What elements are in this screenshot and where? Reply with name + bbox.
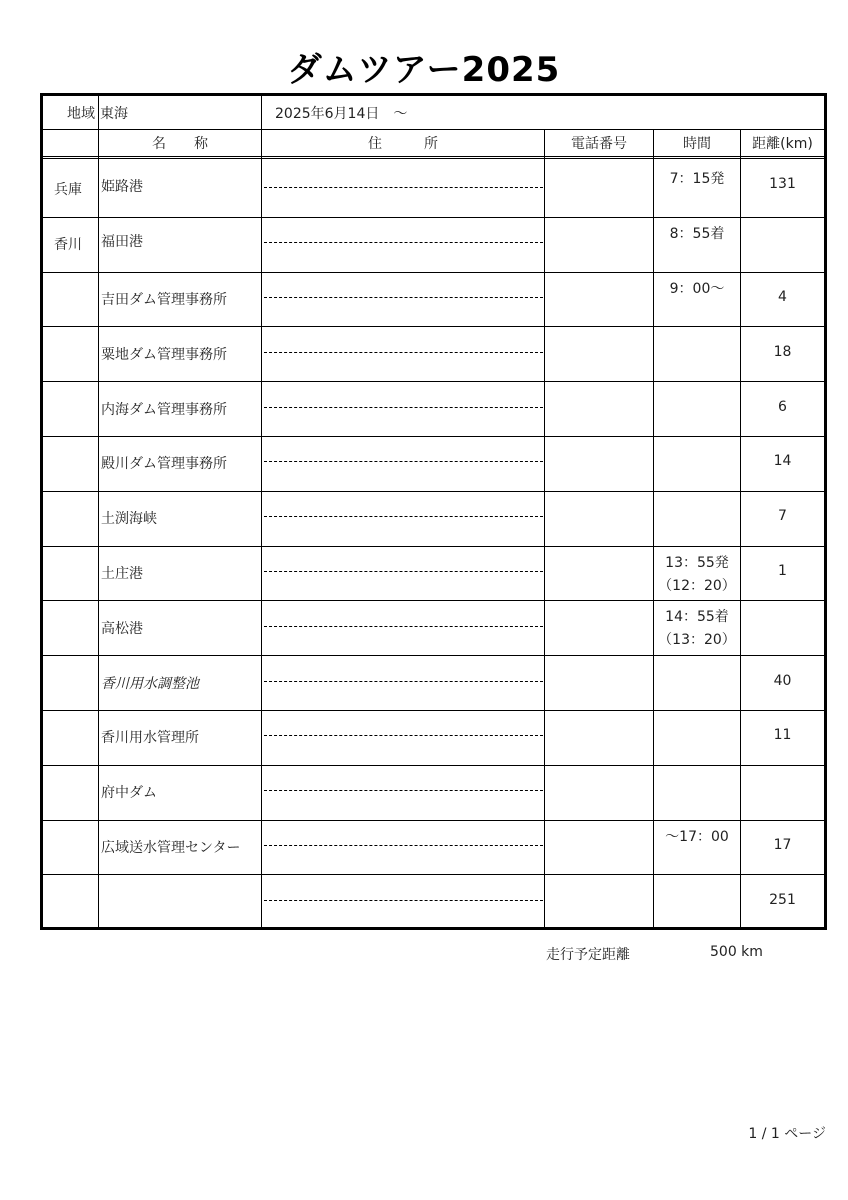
distance-cell: 251	[769, 892, 796, 908]
distance-cell: 6	[778, 399, 787, 415]
header-phone: 電話番号	[571, 136, 627, 152]
distance-cell: 14	[773, 453, 792, 469]
distance-cell: 11	[773, 727, 792, 743]
row-divider	[43, 381, 824, 382]
place-name-cell: 内海ダム管理事務所	[101, 402, 227, 418]
header-row	[43, 130, 824, 159]
place-name-cell: 香川用水管理所	[101, 730, 199, 746]
region-value: 東海	[100, 105, 128, 122]
address-line	[264, 242, 543, 243]
row-divider	[43, 272, 824, 273]
time-note-cell: （12：20）	[658, 578, 736, 594]
distance-cell: 40	[773, 673, 792, 689]
time-cell: ～17：00	[665, 829, 729, 845]
address-line	[264, 626, 543, 627]
header-distance: 距離(km)	[752, 136, 813, 152]
row-divider	[43, 600, 824, 601]
distance-cell: 7	[778, 508, 787, 524]
header-name: 名 称	[152, 136, 208, 152]
row-divider	[43, 436, 824, 437]
prefecture-cell: 香川	[54, 237, 82, 253]
address-line	[264, 900, 543, 901]
header-time: 時間	[683, 136, 711, 152]
info-row	[43, 96, 824, 130]
tour-table	[40, 93, 827, 930]
planned-distance-label: 走行予定距離	[546, 947, 630, 963]
place-name-cell: 高松港	[101, 621, 143, 637]
address-line	[264, 352, 543, 353]
address-line	[264, 516, 543, 517]
address-line	[264, 297, 543, 298]
planned-distance	[546, 944, 763, 964]
tour-date: 2025年6月14日 ～	[275, 105, 408, 122]
time-cell: 7：15発	[669, 171, 725, 187]
address-line	[264, 571, 543, 572]
place-name-cell: 土庄港	[101, 566, 143, 582]
distance-cell: 4	[778, 289, 787, 305]
address-line	[264, 187, 543, 188]
address-line	[264, 407, 543, 408]
distance-cell: 131	[769, 176, 796, 192]
distance-cell: 18	[773, 344, 792, 360]
time-cell: 13：55発	[665, 555, 729, 571]
address-line	[264, 735, 543, 736]
column-divider	[261, 96, 262, 927]
column-divider	[653, 130, 654, 927]
row-divider	[43, 546, 824, 547]
planned-distance-value: 500 km	[710, 944, 763, 960]
place-name-cell: 府中ダム	[101, 785, 157, 801]
region-label: 地域	[67, 105, 95, 122]
place-name-cell: 福田港	[101, 234, 143, 250]
column-divider	[740, 130, 741, 927]
place-name-cell: 広域送水管理センター	[101, 840, 241, 856]
column-divider	[98, 96, 99, 927]
row-divider	[43, 491, 824, 492]
place-name-cell: 香川用水調整池	[101, 676, 199, 692]
document-title: ダムツアー2025	[287, 50, 561, 90]
place-name-cell: 粟地ダム管理事務所	[101, 347, 227, 363]
address-line	[264, 845, 543, 846]
time-cell: 14：55着	[665, 609, 729, 625]
row-divider	[43, 710, 824, 711]
row-divider	[43, 820, 824, 821]
row-divider	[43, 326, 824, 327]
place-name-cell: 姫路港	[101, 179, 143, 195]
row-divider	[43, 874, 824, 875]
time-cell: 8：55着	[669, 226, 725, 242]
header-address: 住 所	[368, 136, 438, 152]
address-line	[264, 461, 543, 462]
place-name-cell: 吉田ダム管理事務所	[101, 292, 227, 308]
row-divider	[43, 655, 824, 656]
address-line	[264, 790, 543, 791]
time-note-cell: （13：20）	[658, 632, 736, 648]
place-name-cell: 殿川ダム管理事務所	[101, 456, 227, 472]
column-divider	[544, 130, 545, 927]
time-cell: 9：00～	[669, 281, 725, 297]
page-indicator: 1 / 1 ページ	[748, 1126, 826, 1142]
address-line	[264, 681, 543, 682]
distance-cell: 1	[778, 563, 787, 579]
place-name-cell: 土渕海峡	[101, 511, 157, 527]
row-divider	[43, 765, 824, 766]
row-divider	[43, 217, 824, 218]
prefecture-cell: 兵庫	[54, 182, 82, 198]
distance-cell: 17	[773, 837, 792, 853]
